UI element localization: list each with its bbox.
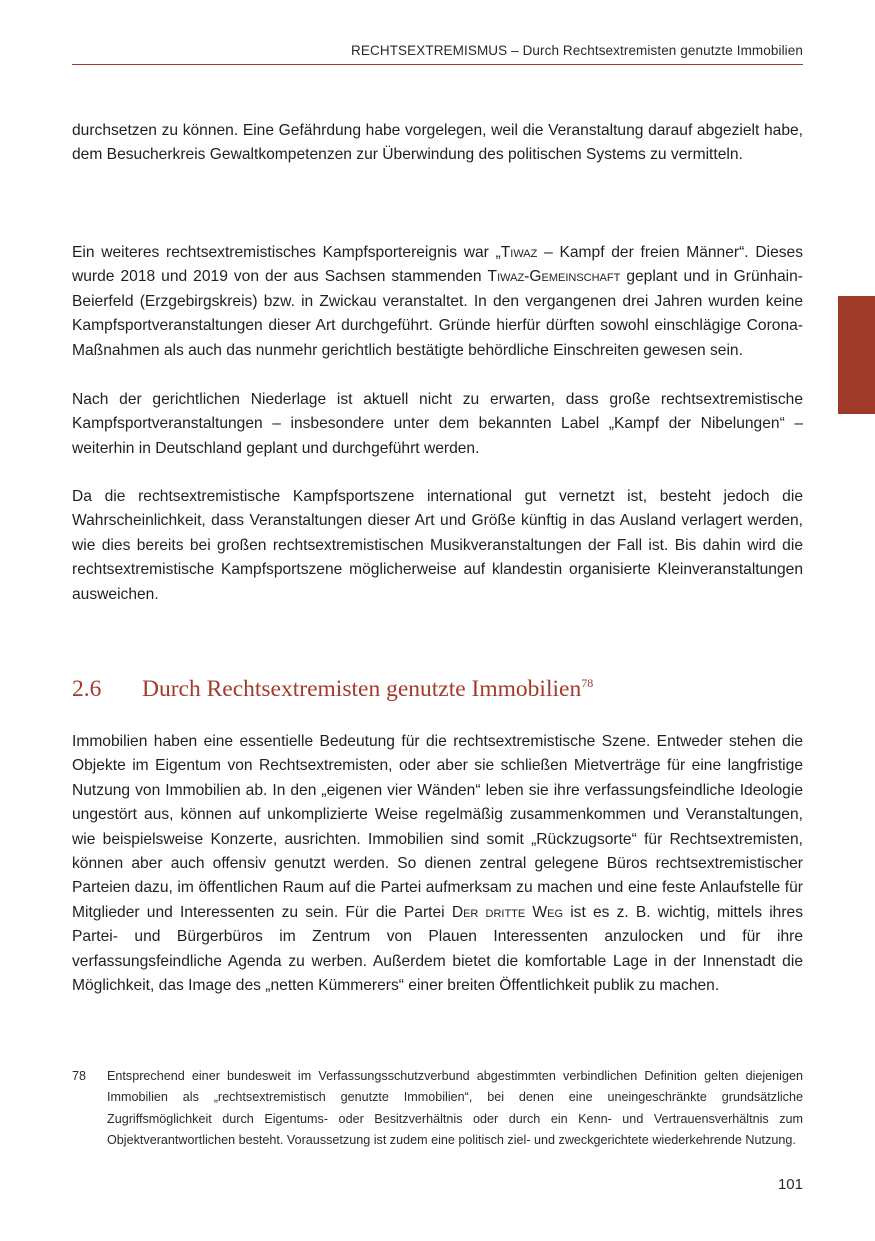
footnote-number: 78 (72, 1069, 87, 1083)
tiwaz-gemeinschaft-name: Tiwaz-Gemeinschaft (487, 268, 621, 286)
section-title: Durch Rechtsextremisten genutzte Immobilien (142, 676, 582, 702)
chapter-tab-marker (838, 296, 875, 414)
tiwaz-name: Tiwaz (500, 244, 538, 261)
section-heading (72, 676, 803, 703)
paragraph-3: Nach der gerichtlichen Niederlage ist aktuell nicht zu erwarten, dass große rechtsextremistische Kampfsportveranstaltungen – insbesondere unter dem bekannten Label „Kampf der Nibelungen“ – weiterhin in Deutschland geplant und durchgeführt werden. (72, 391, 803, 457)
paragraph-5-text-a: Immobilien haben eine essentielle Bedeutung für die rechtsextremistische Szene. Entweder stehen die Objekte im Eigentum von Rechtsextremisten, oder aber sie schließen Mietverträge für eine langfristige Nutzung von Immobilien ab. In den „eigenen vier Wänden“ leben sie ihre verfassungsfeindliche Ideologie ungestört aus, können auf unkomplizierte Weise regelmäßig zusammenkommen und Veranstaltungen, wie beispielsweise Konzerte, ausrichten. Immobilien sind somit „Rückzugsorte“ für Rechtsextremisten, können aber auch offensiv genutzt werden. So dienen zentral gelegene Büros rechtsextremistischer Parteien dazu, im öffentlichen Raum auf die Partei aufmerksam zu machen und eine feste Anlaufstelle für Mitglieder und Interessenten zu sein. Für die Partei (72, 733, 803, 921)
paragraph-2 (72, 241, 803, 363)
paragraph-5-text-b: ist es z. B. wichtig, mittels ihres Partei- und Bürgerbüros im Zentrum von Plauen Interessenten anzulocken und für ihre verfassungsfeindliche Agenda zu werben. Außerdem bietet die komfortable Lage in der Innenstadt die Möglichkeit, das Image des „netten Kümmerers“ einer breiten Öffentlichkeit publik zu machen. (72, 903, 803, 995)
footnote-text: Entsprechend einer bundesweit im Verfassungsschutzverbund abgestimmten verbindlichen Definition gelten diejenigen Immobilien als „rechtsextremistisch genutzte Immobilien“, bei denen eine uneingeschränkte grundsätzliche Zugriffsmöglichkeit durch Eigentums- oder Besitzverhältnis oder durch ein Kenn- und Vertrauensverhältnis zum Objektverantwortlichen besteht. Voraussetzung ist zudem eine politisch ziel- und zweckgerichtete wiederkehrende Nutzung. (107, 1069, 803, 1147)
paragraph-2-text-c: geplant und in Grünhain-Beierfeld (Erzgebirgskreis) bzw. in Zwickau veranstaltet. In den vergangenen drei Jahren wurden keine Kampfsportveranstaltungen dieser Art durchgeführt. Gründe hierfür dürften sowohl einschlägige Corona-Maßnahmen als auch das nunmehr gerichtlich bestätigte behördliche Einschreiten gewesen sein. (72, 268, 803, 359)
section-number: 2.6 (72, 676, 102, 702)
paragraph-2-text-a: Ein weiteres rechtsextremistisches Kampfsportereignis war „ (72, 244, 501, 261)
footnote (72, 1066, 803, 1151)
footnote-reference[interactable]: 78 (581, 676, 594, 691)
party-name: Der dritte Weg (451, 903, 564, 921)
page-number: 101 (777, 1176, 803, 1193)
running-header: RECHTSEXTREMISMUS – Durch Rechtsextremisten genutzte Immobilien (72, 43, 803, 65)
paragraph-1: durchsetzen zu können. Eine Gefährdung habe vorgelegen, weil die Veranstaltung darauf abgezielt habe, dem Besucherkreis Gewaltkompetenzen zur Überwindung des politischen Systems zu vermitteln. (72, 122, 803, 164)
paragraph-4: Da die rechtsextremistische Kampfsportszene international gut vernetzt ist, besteht jedoch die Wahrscheinlichkeit, dass Veranstaltungen dieser Art und Größe künftig in das Ausland verlagert werden, wie dies bereits bei großen rechtsextremistischen Musikveranstaltungen der Fall ist. Bis dahin wird die rechtsextremistische Kampfsportszene möglicherweise auf klandestin organisierte Kleinveranstaltungen ausweichen. (72, 488, 803, 603)
paragraph-2-text-b: – Kampf der freien Männer“. Dieses wurde 2018 und 2019 von der aus Sachsen stammenden (72, 244, 804, 286)
paragraph-5 (72, 730, 803, 998)
